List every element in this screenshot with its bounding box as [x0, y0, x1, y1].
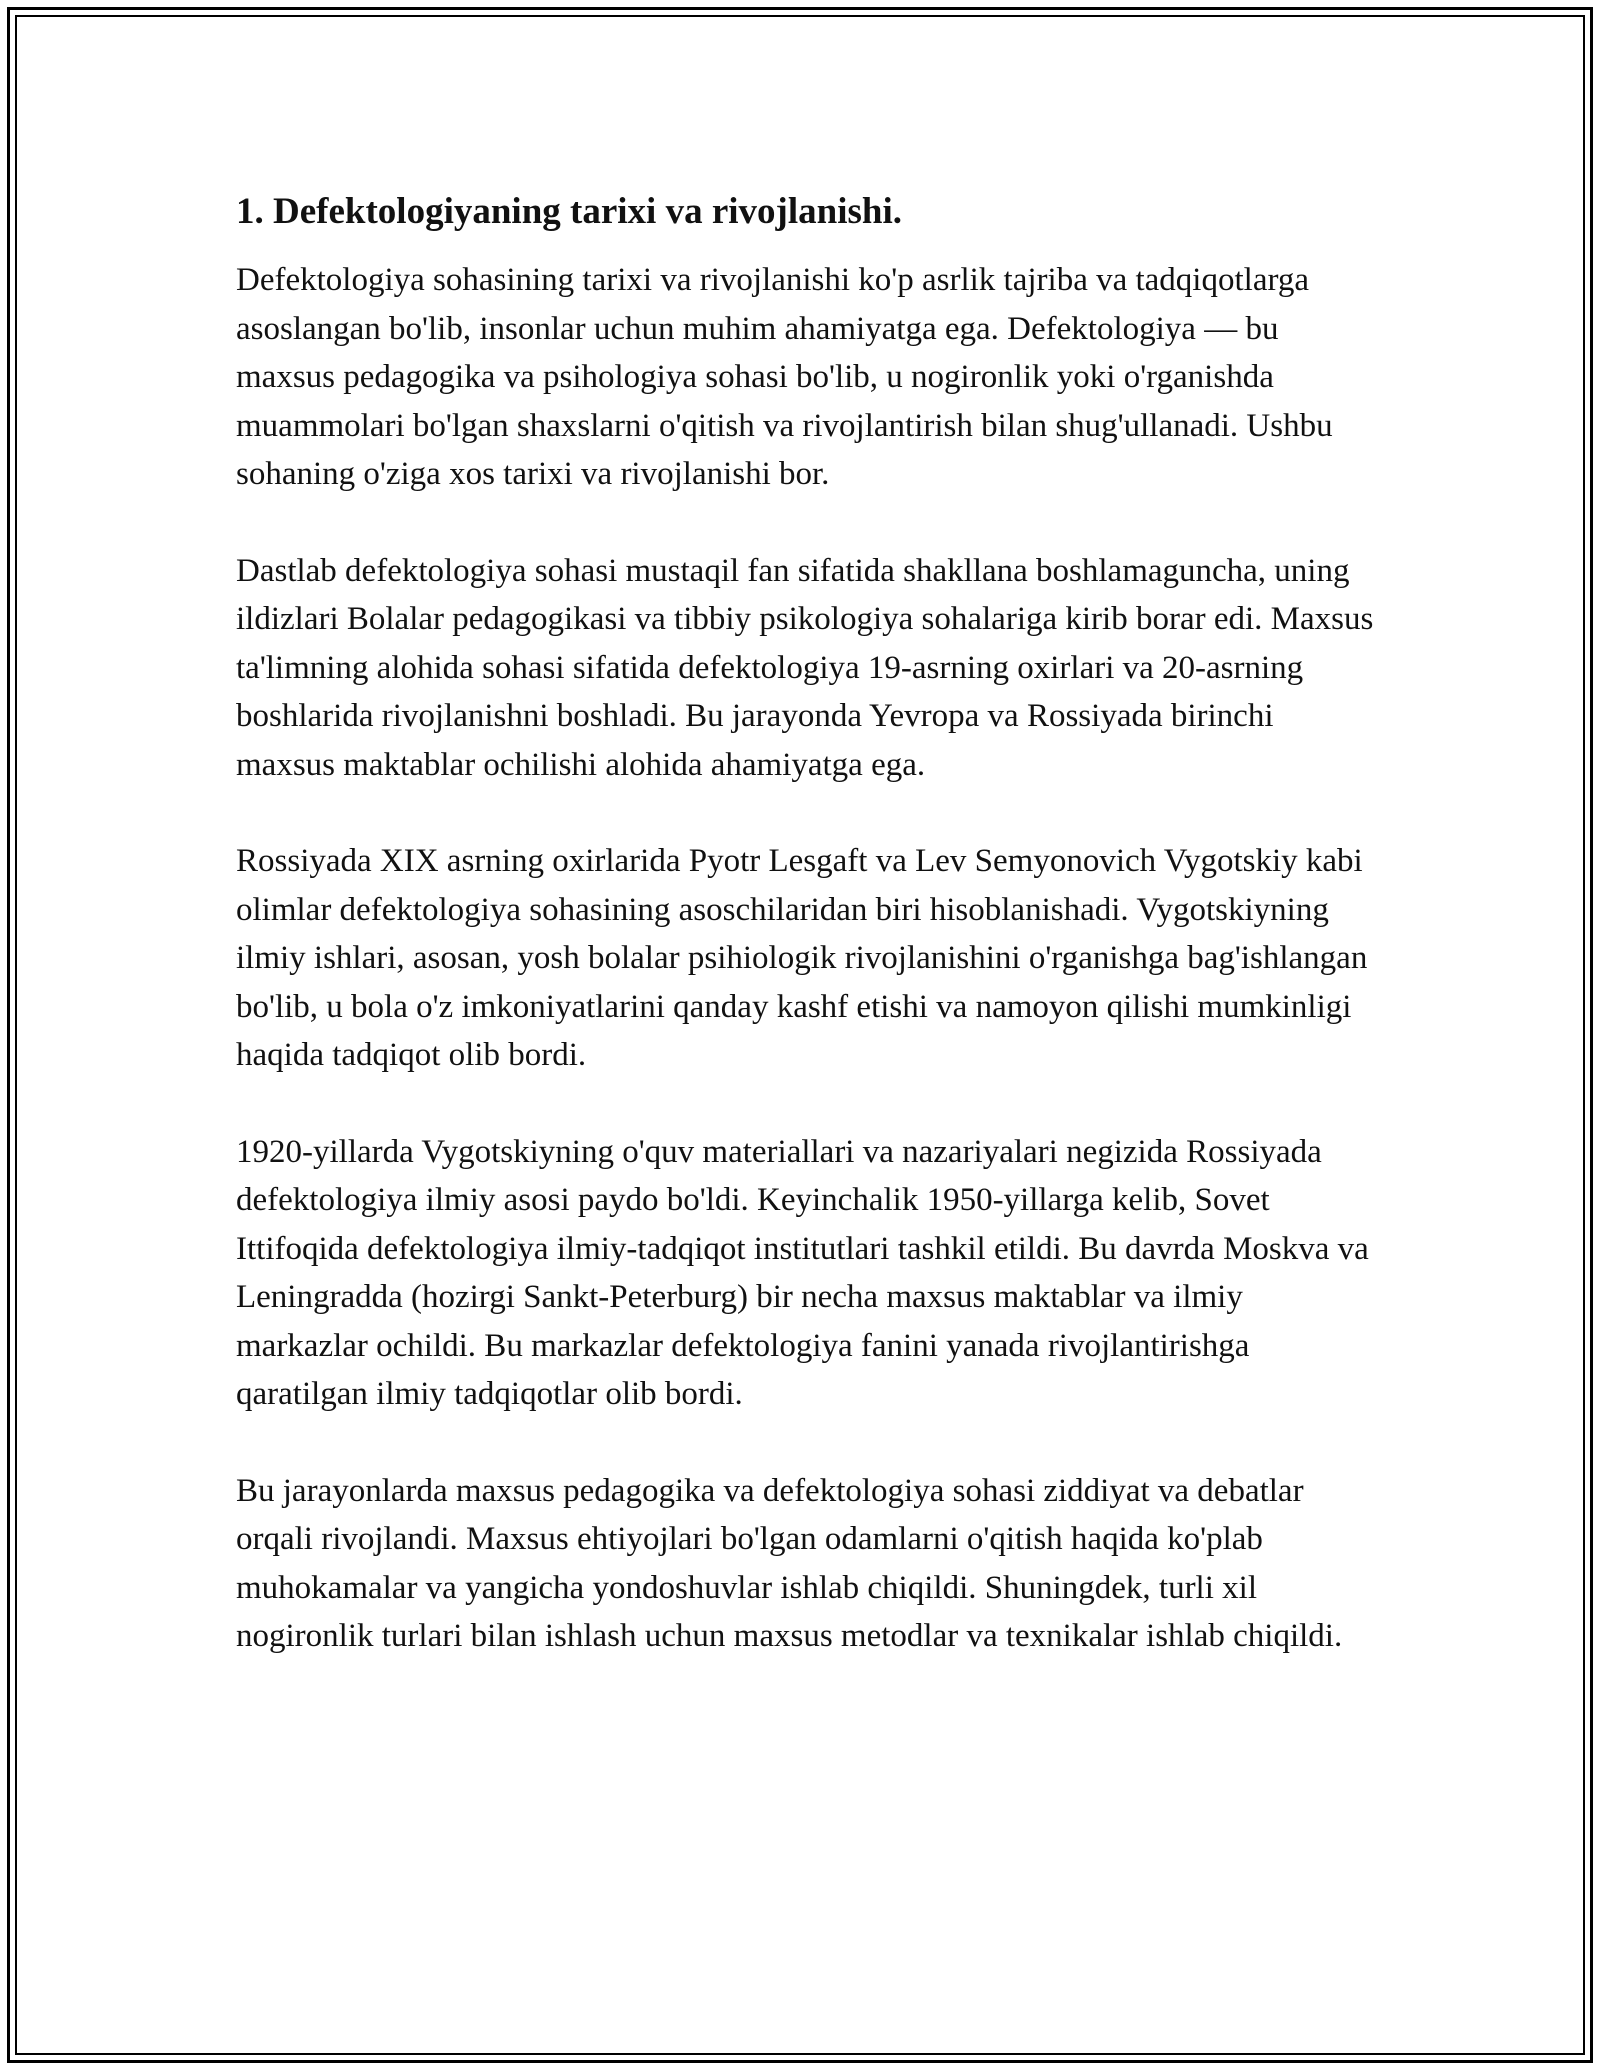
paragraph-history-intro: Defektologiya sohasining tarixi va rivojlanishi ko'p asrlik tajriba va tadqiqotlarga asoslangan bo'lib, insonlar uchun muhim ahamiyatga ega. Defektologiya — bu maxsus pedagogika va psihologiya sohasi bo'lib, u nogironlik yoki o'rganishda muammolari bo'lgan shaxslarni o'qitish va rivojlantirish bilan shug'ullanadi. Ushbu sohaning o'ziga xos tarixi va rivojlanishi bor. [236, 262, 1333, 492]
document-title: 1. Defektologiyaning tarixi va rivojlanishi. [236, 191, 902, 232]
paragraph-origins: Dastlab defektologiya sohasi mustaqil fan sifatida shakllana boshlamaguncha, uning ildizlari Bolalar pedagogikasi va tibbiy psikologiya sohalariga kirib borar edi. Maxsus ta'limning alohida sohasi sifatida defektologiya 19-asrning oxirlari va 20-asrning boshlarida rivojlanishni boshladi. Bu jarayonda Yevropa va Rossiyada birinchi maxsus maktablar ochilishi alohida ahamiyatga ega. [236, 552, 1374, 783]
document-page [236, 188, 1376, 1709]
paragraph-debates-methods: Bu jarayonlarda maxsus pedagogika va defektologiya sohasi ziddiyat va debatlar orqali rivojlandi. Maxsus ehtiyojlari bo'lgan odamlarni o'qitish haqida ko'plab muhokamalar va yangicha yondoshuvlar ishlab chiqildi. Shuningdek, turli xil nogironlik turlari bilan ishlash uchun maxsus metodlar va texnikalar ishlab chiqildi. [236, 1472, 1343, 1654]
paragraph-soviet-institutes: 1920-yillarda Vygotskiyning o'quv materiallari va nazariyalari negizida Rossiyada defektologiya ilmiy asosi paydo bo'ldi. Keyinchalik 1950-yillarga kelib, Sovet Ittifoqida defektologiya ilmiy-tadqiqot institutlari tashkil etildi. Bu davrda Moskva va Leningradda (hozirgi Sankt-Peterburg) bir necha maxsus maktablar va ilmiy markazlar ochildi. Bu markazlar defektologiya fanini yanada rivojlantirishga qaratilgan ilmiy tadqiqotlar olib bordi. [236, 1133, 1369, 1412]
paragraph-russia-founders: Rossiyada XIX asrning oxirlarida Pyotr Lesgaft va Lev Semyonovich Vygotskiy kabi olimlar defektologiya sohasining asoschilaridan biri hisoblanishadi. Vygotskiyning ilmiy ishlari, asosan, yosh bolalar psihiologik rivojlanishini o'rganishga bag'ishlangan bo'lib, u bola o'z imkoniyatlarini qanday kashf etishi va namoyon qilishi mumkinligi haqida tadqiqot olib bordi. [236, 843, 1368, 1073]
